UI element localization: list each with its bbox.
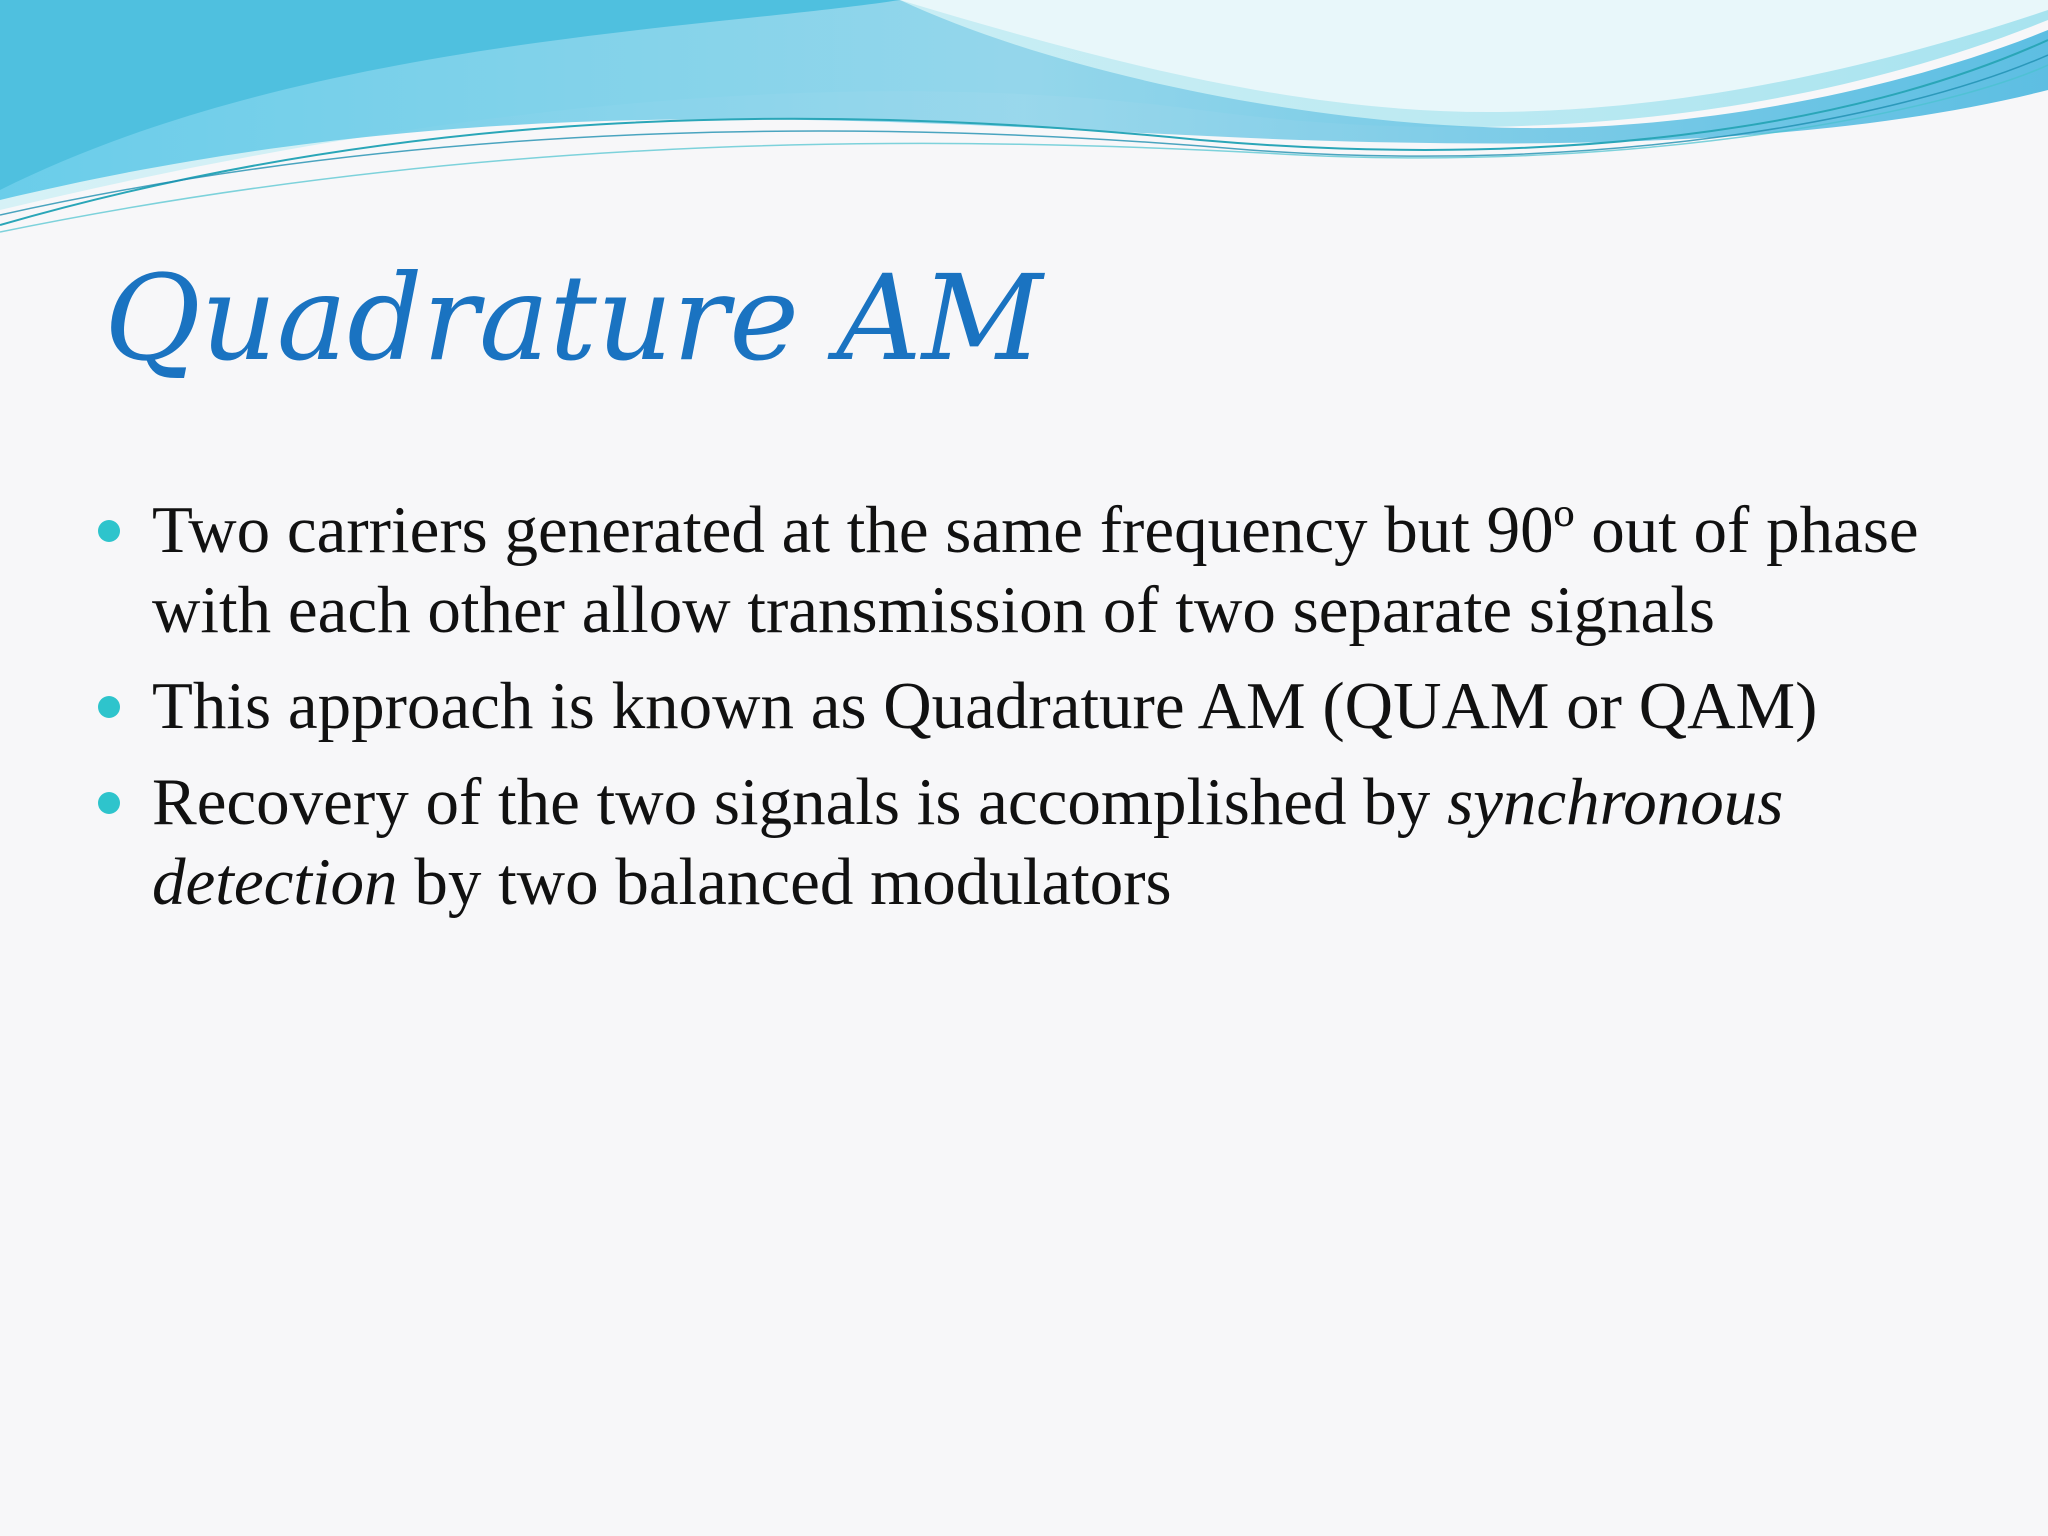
bullet-dot-icon: [98, 520, 120, 542]
header-wave-decoration: [0, 0, 2048, 260]
bullet-item: [96, 762, 1996, 922]
bullet-dot-icon: [98, 696, 120, 718]
bullet-text-after: by two balanced modulators: [397, 845, 1172, 919]
slide-title: Quadrature AM: [104, 249, 1043, 387]
bullet-item: [96, 666, 1996, 746]
bullet-text: Two carriers generated at the same frequency but 90º out of phase with each other allow transmission of two separate signals: [152, 493, 1919, 647]
bullet-item: [96, 490, 1996, 650]
bullet-dot-icon: [98, 792, 120, 814]
bullet-text-italic: synchronous detection: [152, 765, 1784, 919]
bullet-text-before: Recovery of the two signals is accomplished by: [152, 765, 1448, 839]
bullet-text: This approach is known as Quadrature AM (QUAM or QAM): [152, 669, 1818, 743]
bullet-list: [96, 490, 1996, 938]
